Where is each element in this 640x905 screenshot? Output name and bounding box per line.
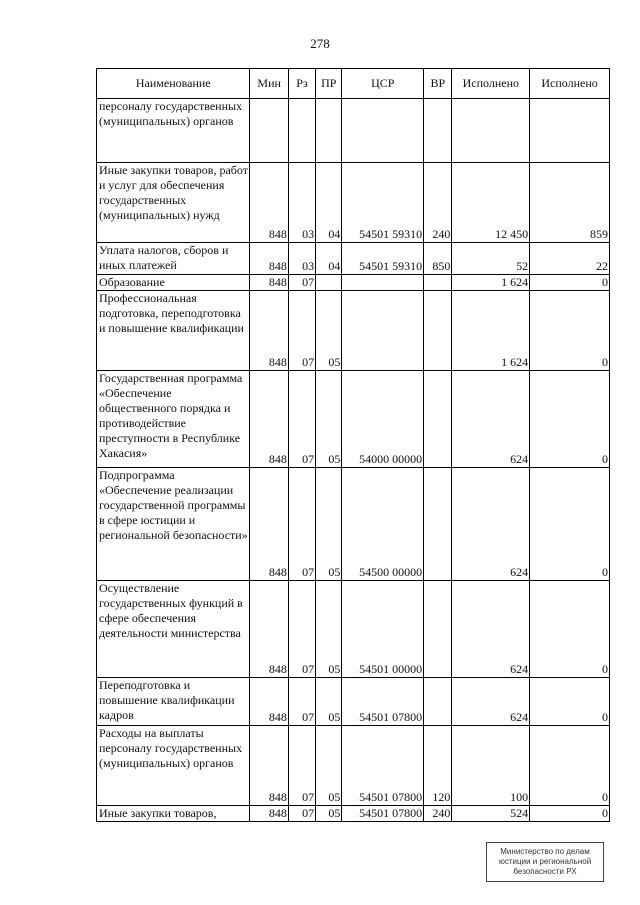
table-row (97, 678, 610, 726)
row-vr (424, 371, 452, 468)
row-rz: 03 (288, 243, 315, 275)
row-min: 848 (250, 371, 288, 468)
row-vr: 120 (424, 726, 452, 806)
row-done-2: 0 (530, 581, 610, 678)
budget-table (96, 68, 610, 822)
row-name: Осуществление государственных функций в сфере обеспечения деятельности министерства (97, 581, 250, 678)
row-pr (316, 275, 342, 291)
row-done-1: 1 624 (452, 291, 530, 371)
row-rz: 07 (288, 678, 315, 726)
stamp-line-2: юстиции и региональной (498, 857, 592, 866)
row-name: Иные закупки товаров, работ и услуг для обеспечения государственных (муниципальных) нужд (97, 163, 250, 243)
table-header-row (97, 69, 610, 99)
table-row (97, 243, 610, 275)
row-csr: 54501 07800 (342, 726, 424, 806)
row-done-2: 0 (530, 726, 610, 806)
row-done-2: 0 (530, 291, 610, 371)
row-done-2: 22 (530, 243, 610, 275)
row-min: 848 (250, 163, 288, 243)
row-name: персоналу государственных (муниципальных) органов (97, 99, 250, 163)
row-csr (342, 275, 424, 291)
row-min: 848 (250, 678, 288, 726)
row-rz: 07 (288, 291, 315, 371)
row-rz: 07 (288, 468, 315, 581)
row-min: 848 (250, 468, 288, 581)
row-vr (424, 291, 452, 371)
row-done-1: 100 (452, 726, 530, 806)
row-vr (424, 678, 452, 726)
table-body (97, 99, 610, 822)
row-csr: 54501 59310 (342, 163, 424, 243)
row-done-1 (452, 99, 530, 163)
row-vr (424, 468, 452, 581)
row-rz: 07 (288, 371, 315, 468)
row-done-1: 624 (452, 678, 530, 726)
table-row (97, 468, 610, 581)
row-csr (342, 291, 424, 371)
row-csr: 54501 59310 (342, 243, 424, 275)
row-done-1: 624 (452, 468, 530, 581)
table-row (97, 806, 610, 822)
row-vr: 850 (424, 243, 452, 275)
table-row (97, 163, 610, 243)
row-csr: 54501 07800 (342, 806, 424, 822)
row-csr: 54501 07800 (342, 678, 424, 726)
row-rz: 07 (288, 726, 315, 806)
row-done-1: 624 (452, 371, 530, 468)
table-row (97, 726, 610, 806)
row-pr: 05 (316, 678, 342, 726)
header-done-2: Исполнено (530, 69, 610, 99)
row-done-1: 524 (452, 806, 530, 822)
row-vr: 240 (424, 806, 452, 822)
row-done-1: 52 (452, 243, 530, 275)
table-row (97, 99, 610, 163)
row-pr (316, 99, 342, 163)
row-vr (424, 275, 452, 291)
row-vr: 240 (424, 163, 452, 243)
row-csr (342, 99, 424, 163)
row-name: Образование (97, 275, 250, 291)
row-done-2: 0 (530, 468, 610, 581)
row-min: 848 (250, 243, 288, 275)
row-min: 848 (250, 291, 288, 371)
row-min: 848 (250, 581, 288, 678)
header-pr: ПР (316, 69, 342, 99)
header-csr: ЦСР (342, 69, 424, 99)
table-row (97, 581, 610, 678)
row-vr (424, 99, 452, 163)
row-pr: 05 (316, 726, 342, 806)
row-vr (424, 581, 452, 678)
row-min (250, 99, 288, 163)
row-rz: 07 (288, 806, 315, 822)
row-rz: 03 (288, 163, 315, 243)
row-done-2: 0 (530, 371, 610, 468)
row-name: Иные закупки товаров, (97, 806, 250, 822)
page-number: 278 (310, 36, 330, 51)
row-done-1: 1 624 (452, 275, 530, 291)
row-min: 848 (250, 726, 288, 806)
row-done-2: 859 (530, 163, 610, 243)
row-min: 848 (250, 275, 288, 291)
row-pr: 05 (316, 581, 342, 678)
row-done-2: 0 (530, 275, 610, 291)
row-pr: 05 (316, 806, 342, 822)
row-rz: 07 (288, 275, 315, 291)
row-pr: 05 (316, 291, 342, 371)
row-name: Уплата налогов, сборов и иных платежей (97, 243, 250, 275)
row-done-2: 0 (530, 678, 610, 726)
ministry-stamp (486, 842, 604, 882)
row-name: Государственная программа «Обеспечение общественного порядка и противодействие преступности в Республике Хакасия» (97, 371, 250, 468)
row-pr: 05 (316, 371, 342, 468)
header-rz: Рз (288, 69, 315, 99)
row-done-2: 0 (530, 806, 610, 822)
stamp-line-1: Министерство по делам (500, 847, 590, 856)
row-done-1: 12 450 (452, 163, 530, 243)
row-min: 848 (250, 806, 288, 822)
table-row (97, 371, 610, 468)
row-done-1: 624 (452, 581, 530, 678)
header-min: Мин (250, 69, 288, 99)
row-rz (288, 99, 315, 163)
header-vr: ВР (424, 69, 452, 99)
row-pr: 04 (316, 163, 342, 243)
row-pr: 04 (316, 243, 342, 275)
row-name: Подпрограмма «Обеспечение реализации государственной программы в сфере юстиции и региональной безопасности» (97, 468, 250, 581)
header-done-1: Исполнено (452, 69, 530, 99)
stamp-line-3: безопасности РХ (513, 867, 577, 876)
header-name: Наименование (97, 69, 250, 99)
row-csr: 54501 00000 (342, 581, 424, 678)
row-csr: 54000 00000 (342, 371, 424, 468)
row-csr: 54500 00000 (342, 468, 424, 581)
row-name: Расходы на выплаты персоналу государственных (муниципальных) органов (97, 726, 250, 806)
row-rz: 07 (288, 581, 315, 678)
row-name: Профессиональная подготовка, переподготовка и повышение квалификации (97, 291, 250, 371)
row-pr: 05 (316, 468, 342, 581)
row-name: Переподготовка и повышение квалификации кадров (97, 678, 250, 726)
table-row (97, 275, 610, 291)
row-done-2 (530, 99, 610, 163)
table-row (97, 291, 610, 371)
